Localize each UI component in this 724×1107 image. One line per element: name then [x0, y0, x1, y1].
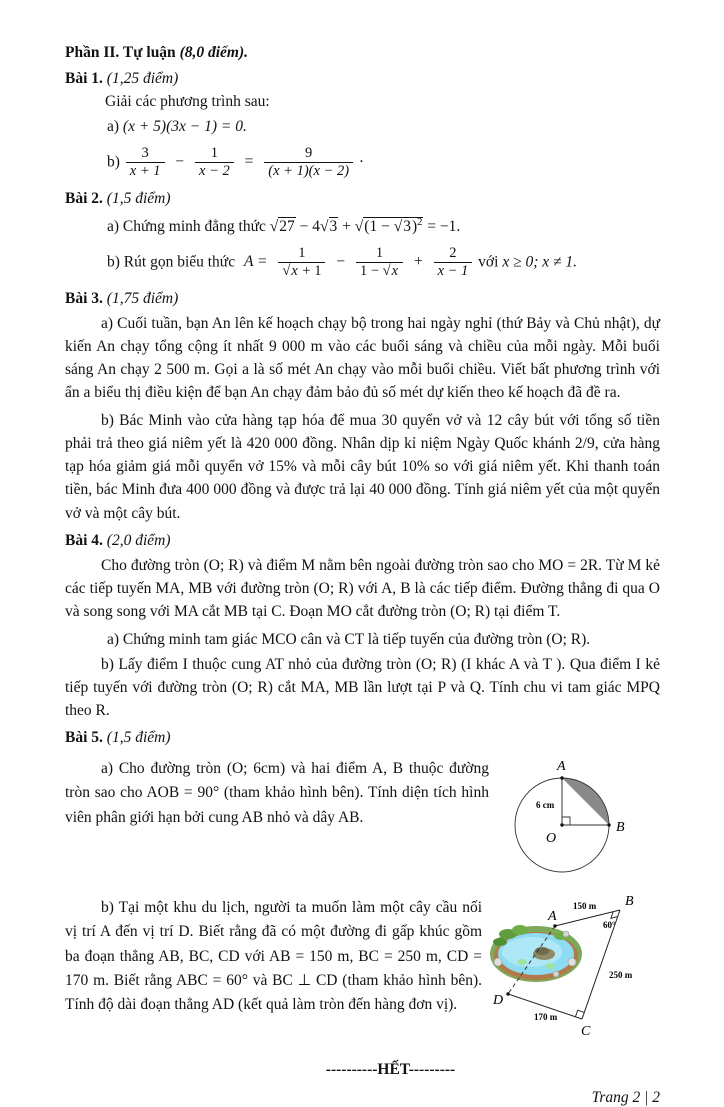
bai1-points: (1,25 điểm) [106, 70, 179, 87]
bai2-item-b [65, 245, 660, 281]
bai1-intro: Giải các phương trình sau: [105, 93, 270, 110]
section-points: (8,0 điểm). [179, 44, 249, 61]
radius-length-label: 6 cm [536, 800, 555, 811]
problem-bai-5 [65, 729, 660, 1055]
page-number: Trang 2 | 2 [591, 1089, 660, 1107]
label-d: D [493, 993, 504, 1009]
sqrt-radical: √ x [282, 262, 298, 279]
lake-illustration [490, 925, 582, 982]
length-cd-label: 170 m [534, 1012, 558, 1023]
fraction: $\frac{1}{1 - √ x}$ [356, 245, 403, 281]
bai2-heading [65, 190, 660, 208]
bai3-paragraph-a: a) Cuối tuần, bạn An lên kế hoạch chạy bộ trong hai ngày nghỉ (thứ Bảy và Chủ nhật), dự kiến An chạy tổng cộng ít nhất 9 000 m vào các buổi sáng và chiều của mỗi ngày. Mỗi buổi sáng An chạy 2 500 m. Gọi a là số mét An chạy vào mỗi buổi chiều. Viết bất phương trình với ẩn a biểu thị điều kiện để bạn An chạy đảm bảo đủ số mét dự kiến theo kế hoạch đã đề ra. [65, 314, 660, 402]
bai2-a-label: a) [107, 217, 123, 235]
end-dot: · [358, 153, 365, 171]
bai5-paragraph-a: a) Cho đường tròn (O; 6cm) và hai điểm A, B thuộc đường tròn sao cho AOB = 90° (tham khảo hình bên). Tính diện tích hình viên phân giới hạn bởi cung AB nhỏ và dây AB. [65, 760, 489, 826]
label-b: B [616, 820, 625, 836]
label-a: A [557, 759, 566, 775]
bai4-item-b: b) Lấy điểm I thuộc cung AT nhỏ của đường tròn (O; R) (I khác A và T ). Qua điểm I kẻ tiếp tuyến với đường tròn (O; R) cắt MA, MB lần lượt tại P và Q. Tính chu vi tam giác MPQ theo R. [65, 655, 660, 720]
fraction: $\frac{1}{x - 2}$ [195, 145, 234, 181]
bridge-lake-figure [482, 892, 710, 1055]
length-ab-label: 150 m [573, 901, 597, 912]
bai2-label: Bài 2. [65, 189, 107, 207]
bai2-points: (1,5 điểm) [106, 189, 171, 207]
point-d [506, 993, 509, 996]
fraction: $\frac{9}{(x + 1)(x - 2)}$ [264, 145, 353, 181]
problem-bai-1 [65, 70, 660, 181]
bai1-a-label: a) [107, 118, 123, 135]
angle-b-label: 60° [603, 920, 616, 931]
bai3-paragraph-b: b) Bác Minh vào cửa hàng tạp hóa để mua 30 quyển vở và 12 cây bút với tổng số tiền phải trả theo giá niêm yết là 420 000 đồng. Nhân dịp kỉ niệm Ngày Quốc khánh 2/9, cửa hàng tạp hóa giảm giá mỗi quyển vở 15% và mỗi cây bút 10% so với giá niêm yết. Khi thanh toán tiền, bác Minh đưa 400 000 đồng và được trả lại 40 000 đồng. Tính giá niêm yết của một quyển vở và một cây bút. [65, 411, 660, 522]
bai1-heading [65, 70, 660, 88]
bai5-label: Bài 5. [65, 729, 107, 747]
bai4-item-a: a) Chứng minh tam giác MCO cân và CT là tiếp tuyến của đường tròn (O; R). [107, 630, 591, 648]
variable-A: A = [243, 253, 268, 271]
bai1-b-label: b) [107, 153, 124, 171]
bai2-b-condition-lead: với [478, 253, 503, 271]
label-c: C [581, 1024, 591, 1040]
shaded-segment [562, 778, 609, 825]
problem-bai-4 [65, 532, 660, 723]
sqrt-radical: √ x [383, 262, 399, 279]
bai5-points: (1,5 điểm) [106, 729, 171, 747]
bai5-heading [65, 729, 660, 747]
point-b [607, 824, 610, 827]
circle-segment-figure [490, 753, 682, 886]
fraction: $\frac{3}{x + 1}$ [126, 145, 165, 181]
bai3-label: Bài 3. [65, 289, 107, 307]
sqrt-radical-outer: √ (1 − √ 3)$^2$ [355, 217, 424, 235]
bai2-a-lead: Chứng minh đẳng thức [122, 217, 270, 235]
angle-mark-b [611, 912, 618, 919]
point-a [560, 777, 563, 780]
bai5-paragraph-b: b) Tại một khu du lịch, người ta muốn làm một cây cầu nối vị trí A đến vị trí D. Biết rằng đã có một đường đi gấp khúc gồm ba đoạn thẳng AB, BC, CD với AB = 150 m, BC = 250 m, CD = 170 m. Biết rằng ABC = 60° và BC ⊥ CD (tham khảo hình bên). Tính độ dài đoạn thẳng AD (kết quả làm tròn đến hàng đơn vị). [65, 899, 482, 1013]
point-o [560, 824, 563, 827]
section-title: Phần II. Tự luận [65, 44, 180, 61]
bai4-intro: Cho đường tròn (O; R) và điểm M nằm bên ngoài đường tròn sao cho MO = 2R. Từ M kẻ các tiếp tuyến MA, MB với đường tròn (O; R) với A, B là các tiếp điểm. Đường thẳng đi qua O và song song với MA cắt MB tại C. Đoạn MO cắt đường tròn (O; R) tại điểm T. [65, 556, 660, 621]
fraction: 1 √ x + 1 [278, 245, 325, 281]
minus-operator: − [175, 153, 185, 171]
bai1-item-a [65, 118, 660, 136]
bai4-points: (2,0 điểm) [106, 531, 171, 549]
bai1-label: Bài 1. [65, 70, 107, 87]
bai2-b-label: b) [107, 253, 124, 271]
sqrt-radical: √ 3 [320, 217, 338, 235]
fraction: $\frac{2}{x - 1}$ [434, 245, 473, 281]
length-bc-label: 250 m [609, 970, 633, 981]
minus-operator: − [336, 253, 346, 271]
bai2-b-lead: Rút gọn biểu thức [123, 253, 239, 271]
bai4-heading [65, 532, 660, 550]
bai5-row-b [65, 892, 660, 1055]
point-a [553, 925, 556, 928]
bai1-a-expr: (x + 5)(3x − 1) = 0. [122, 118, 247, 135]
bai1-item-b [65, 145, 660, 181]
section-header [65, 44, 660, 62]
sqrt-radical: √ 27 [270, 217, 296, 235]
end-of-exam-mark: ----------HẾT--------- [325, 1061, 456, 1079]
bai2-a-result: = −1. [423, 217, 461, 235]
label-b: B [625, 894, 634, 910]
bai3-points: (1,75 điểm) [106, 289, 179, 307]
bai5-row-a [65, 753, 660, 886]
sqrt-radical-inner: √ 3 [394, 217, 412, 235]
plus-operator: + [413, 253, 423, 271]
problem-bai-2 [65, 190, 660, 281]
bai4-label: Bài 4. [65, 531, 107, 549]
label-a: A [548, 909, 557, 925]
problem-bai-3 [65, 290, 660, 525]
label-o: O [546, 831, 557, 847]
bai2-b-condition: x ≥ 0; x ≠ 1. [502, 253, 577, 271]
bai2-item-a: a) Chứng minh đẳng thức √ 27 − 4 √ 3 + √ (1 − √ 3)$^2$ = −1. [65, 217, 660, 236]
bai3-heading [65, 290, 660, 308]
equals-operator: = [244, 153, 254, 171]
